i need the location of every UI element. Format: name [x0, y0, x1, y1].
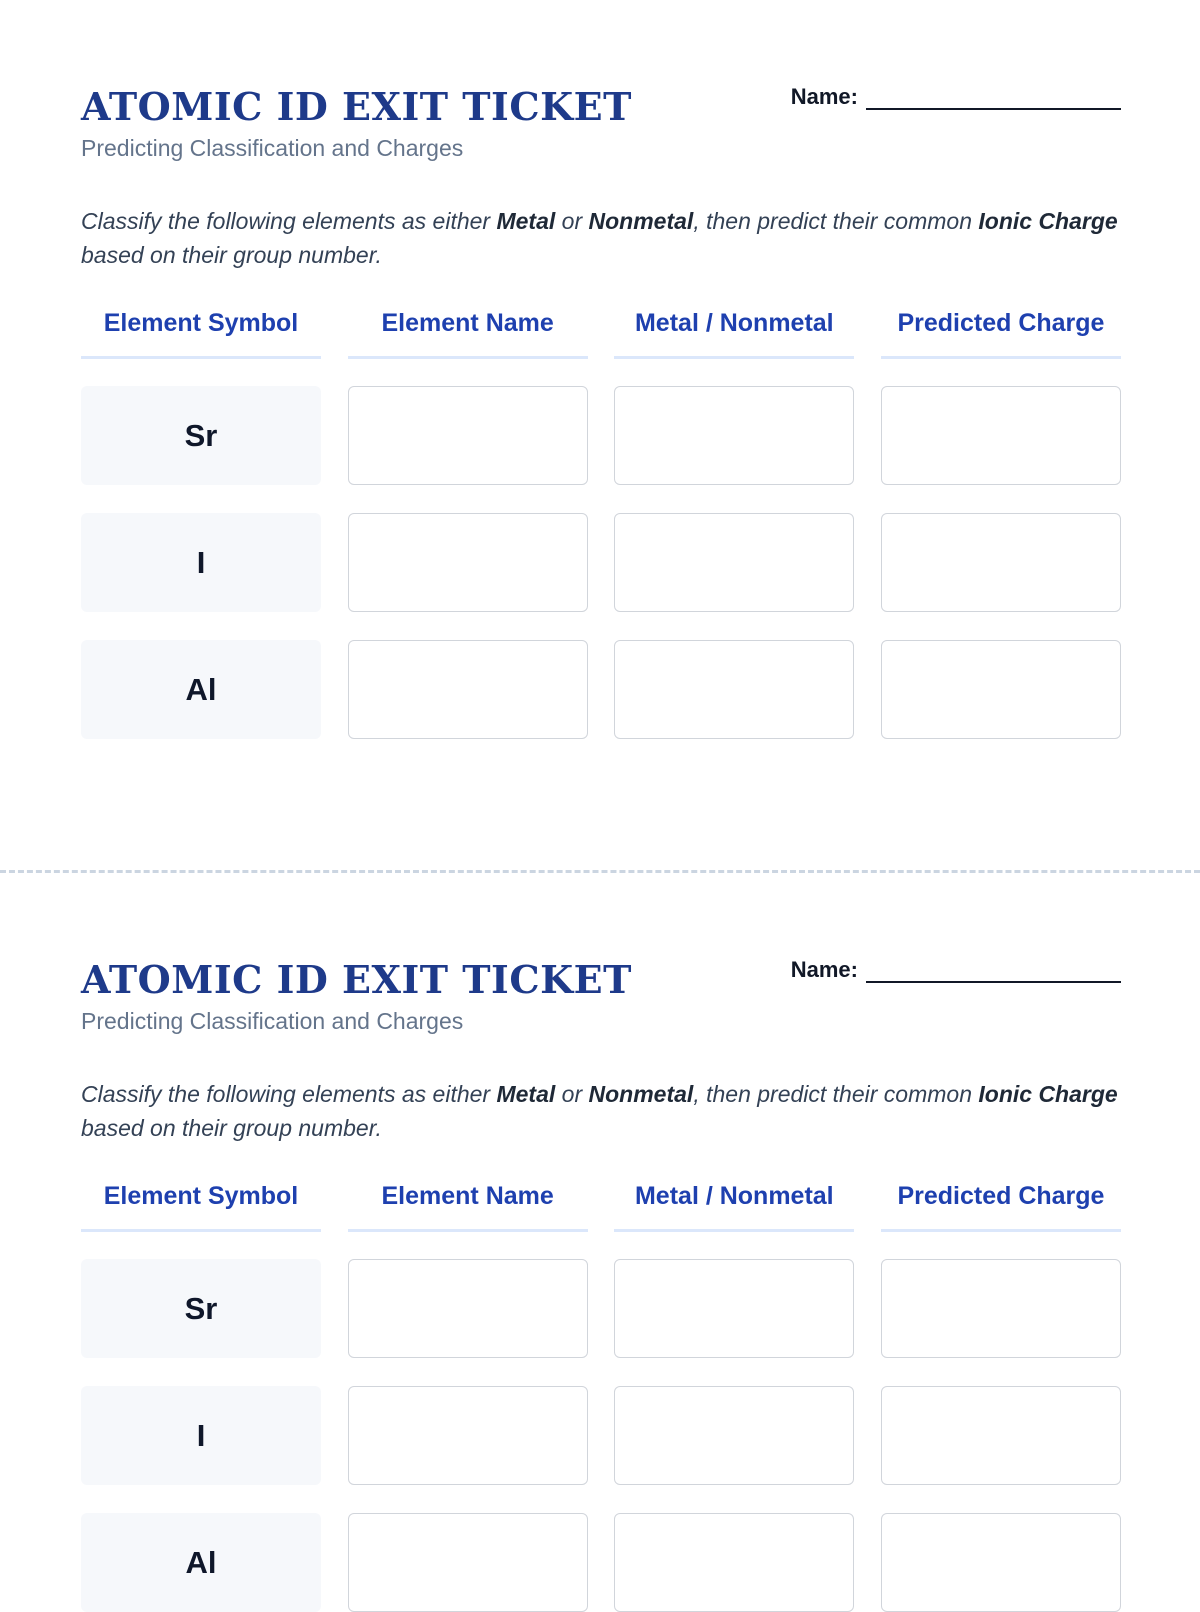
name-label: Name:	[790, 84, 858, 109]
element-name-box[interactable]	[348, 640, 588, 739]
name-line[interactable]	[866, 963, 1121, 983]
element-row	[81, 386, 1121, 485]
name-field[interactable]	[791, 957, 1121, 983]
predicted-charge-box[interactable]	[881, 1386, 1121, 1485]
metal-nonmetal-box[interactable]	[614, 1386, 854, 1485]
element-symbol: Sr	[81, 386, 321, 485]
element-symbol: Al	[81, 1513, 321, 1612]
element-name-box[interactable]	[348, 1513, 588, 1612]
element-row	[81, 513, 1121, 612]
metal-nonmetal-box[interactable]	[614, 513, 854, 612]
metal-nonmetal-box[interactable]	[614, 640, 854, 739]
element-name-box[interactable]	[348, 1259, 588, 1358]
cut-line-divider	[0, 870, 1200, 873]
name-line[interactable]	[866, 90, 1121, 110]
metal-nonmetal-box[interactable]	[614, 1513, 854, 1612]
metal-nonmetal-box[interactable]	[614, 386, 854, 485]
answer-grid	[81, 305, 1121, 739]
element-symbol: Sr	[81, 1259, 321, 1358]
element-name-box[interactable]	[348, 386, 588, 485]
element-symbol: I	[81, 1386, 321, 1485]
column-header: Predicted Charge	[881, 1178, 1121, 1232]
instructions: Classify the following elements as either Metal or Nonmetal, then predict their common Ionic Charge based on their group number.	[81, 208, 1118, 268]
element-row	[81, 1259, 1121, 1358]
answer-grid	[81, 1178, 1121, 1612]
ticket-header	[81, 80, 1121, 170]
predicted-charge-box[interactable]	[881, 1513, 1121, 1612]
ticket-subtitle: Predicting Classification and Charges	[81, 135, 464, 161]
exit-ticket	[81, 80, 1121, 707]
column-headers	[81, 1178, 1121, 1232]
element-row	[81, 1386, 1121, 1485]
column-header: Element Symbol	[81, 305, 321, 359]
predicted-charge-box[interactable]	[881, 386, 1121, 485]
instructions: Classify the following elements as either Metal or Nonmetal, then predict their common Ionic Charge based on their group number.	[81, 1081, 1118, 1141]
ticket-subtitle: Predicting Classification and Charges	[81, 1008, 464, 1034]
element-name-box[interactable]	[348, 513, 588, 612]
column-headers	[81, 305, 1121, 359]
column-header: Element Name	[348, 305, 588, 359]
element-name-box[interactable]	[348, 1386, 588, 1485]
predicted-charge-box[interactable]	[881, 1259, 1121, 1358]
column-header: Metal / Nonmetal	[614, 305, 854, 359]
ticket-title: ATOMIC ID EXIT TICKET	[81, 84, 632, 129]
predicted-charge-box[interactable]	[881, 513, 1121, 612]
element-row	[81, 640, 1121, 739]
column-header: Element Symbol	[81, 1178, 321, 1232]
element-symbol: I	[81, 513, 321, 612]
predicted-charge-box[interactable]	[881, 640, 1121, 739]
metal-nonmetal-box[interactable]	[614, 1259, 854, 1358]
element-symbol: Al	[81, 640, 321, 739]
name-field[interactable]	[791, 84, 1121, 110]
element-row	[81, 1513, 1121, 1612]
exit-ticket	[81, 953, 1121, 1580]
ticket-header	[81, 953, 1121, 1043]
column-header: Element Name	[348, 1178, 588, 1232]
column-header: Metal / Nonmetal	[614, 1178, 854, 1232]
ticket-title: ATOMIC ID EXIT TICKET	[81, 957, 632, 1002]
column-header: Predicted Charge	[881, 305, 1121, 359]
name-label: Name:	[790, 957, 858, 982]
